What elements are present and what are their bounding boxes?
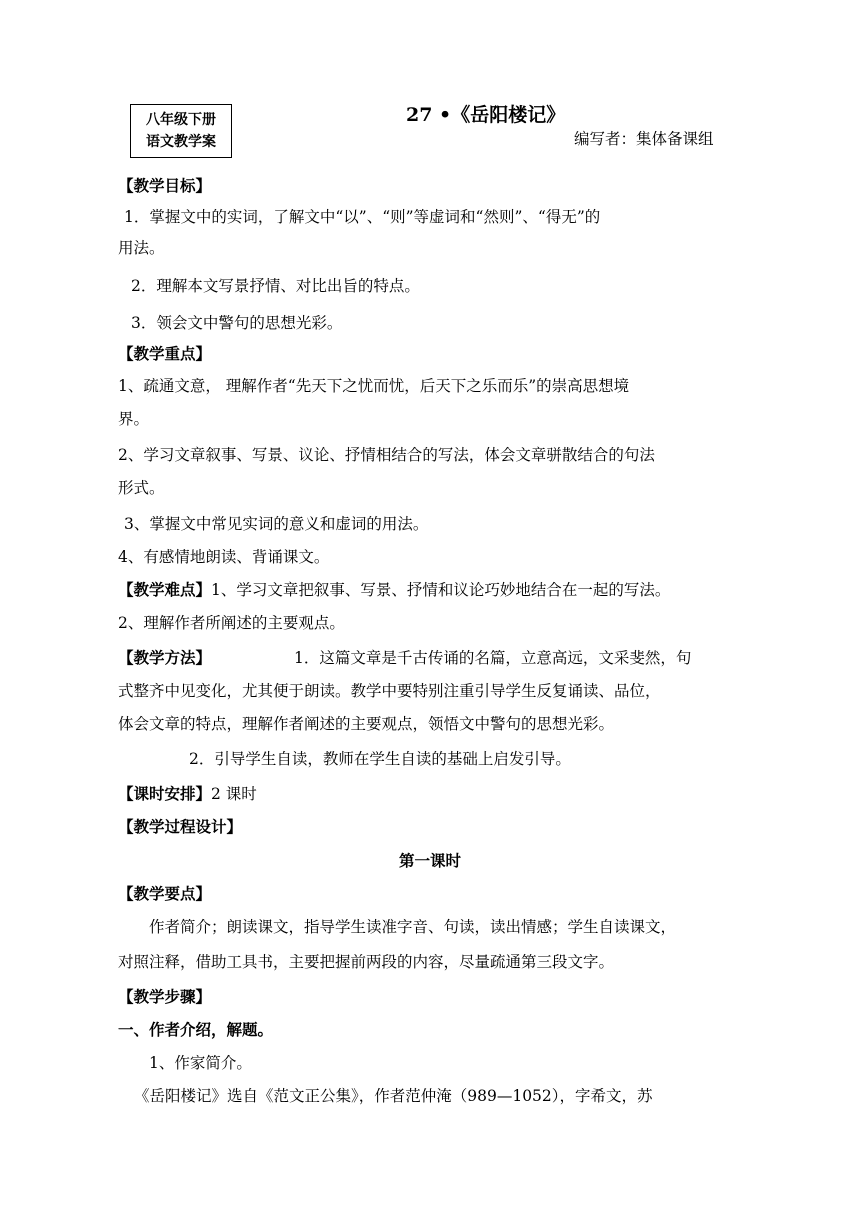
grade-label-line2: 语文教学案 <box>146 134 216 150</box>
objectives-heading: 【教学目标】 <box>118 176 212 195</box>
difficulties-line2: 2、理解作者所阐述的主要观点。 <box>118 614 345 632</box>
difficulties-heading: 【教学难点】 <box>118 580 212 599</box>
schedule-line <box>118 784 257 804</box>
section-1-heading: 一、作者介绍，解题。 <box>118 1020 274 1039</box>
key-point-2-line1: 2、学习文章叙事、写景、议论、抒情相结合的写法，体会文章骈散结合的句法 <box>118 446 655 464</box>
key-point-1-line2: 界。 <box>118 410 150 428</box>
page-title: 27 •《岳阳楼记》 <box>406 104 566 126</box>
lesson-points-line2: 对照注释，借助工具书，主要把握前两段的内容，尽量疏通第三段文字。 <box>118 953 615 971</box>
author-bio-line: 《岳阳楼记》选自《范文正公集》，作者范仲淹（989—1052），字希文，苏 <box>134 1087 653 1105</box>
objective-1-line2: 用法。 <box>118 239 165 257</box>
key-point-2-line2: 形式。 <box>118 479 165 497</box>
methods-line2: 式整齐中见变化，尤其便于朗读。教学中要特别注重引导学生反复诵读、品位， <box>118 682 661 700</box>
methods-line1: 1．这篇文章是千古传诵的名篇，立意高远，文采斐然，句 <box>294 649 692 667</box>
key-point-4: 4、有感情地朗读、背诵课文。 <box>118 548 330 566</box>
lesson-points-line1: 作者简介；朗读课文，指导学生读准字音、句读，读出情感；学生自读课文， <box>149 918 677 936</box>
methods-line3: 体会文章的特点，理解作者阐述的主要观点，领悟文中警句的思想光彩。 <box>118 715 615 733</box>
process-heading: 【教学过程设计】 <box>118 817 243 836</box>
grade-label-line1: 八年级下册 <box>146 112 216 128</box>
objective-2: 2．理解本文写景抒情、对比出旨的特点。 <box>131 277 420 295</box>
methods-heading: 【教学方法】 <box>118 648 212 667</box>
key-point-3: 3、掌握文中常见实词的意义和虚词的用法。 <box>124 515 429 533</box>
schedule-value: 2 课时 <box>211 785 257 803</box>
objective-1-line1: 1．掌握文中的实词，了解文中“以”、“则”等虚词和“然则”、“得无”的 <box>124 208 601 226</box>
subsection-1-heading: 1、作家简介。 <box>149 1054 252 1072</box>
grade-label-box <box>130 104 232 158</box>
schedule-heading: 【课时安排】 <box>118 784 212 803</box>
steps-heading: 【教学步骤】 <box>118 987 212 1006</box>
difficulties-line1 <box>118 580 670 600</box>
objective-3: 3．领会文中警句的思想光彩。 <box>131 314 343 332</box>
author-line: 编写者：集体备课组 <box>574 130 714 148</box>
methods-line4: 2．引导学生自读，教师在学生自读的基础上启发引导。 <box>189 750 571 768</box>
lesson-points-heading: 【教学要点】 <box>118 884 212 903</box>
difficulties-item1: 1、学习文章把叙事、写景、抒情和议论巧妙地结合在一起的写法。 <box>211 581 671 599</box>
key-points-heading: 【教学重点】 <box>118 344 212 363</box>
lesson-title: 第一课时 <box>398 851 461 870</box>
key-point-1-line1: 1、疏通文意， 理解作者“先天下之忧而忧，后天下之乐而乐”的崇高思想境 <box>118 377 630 395</box>
